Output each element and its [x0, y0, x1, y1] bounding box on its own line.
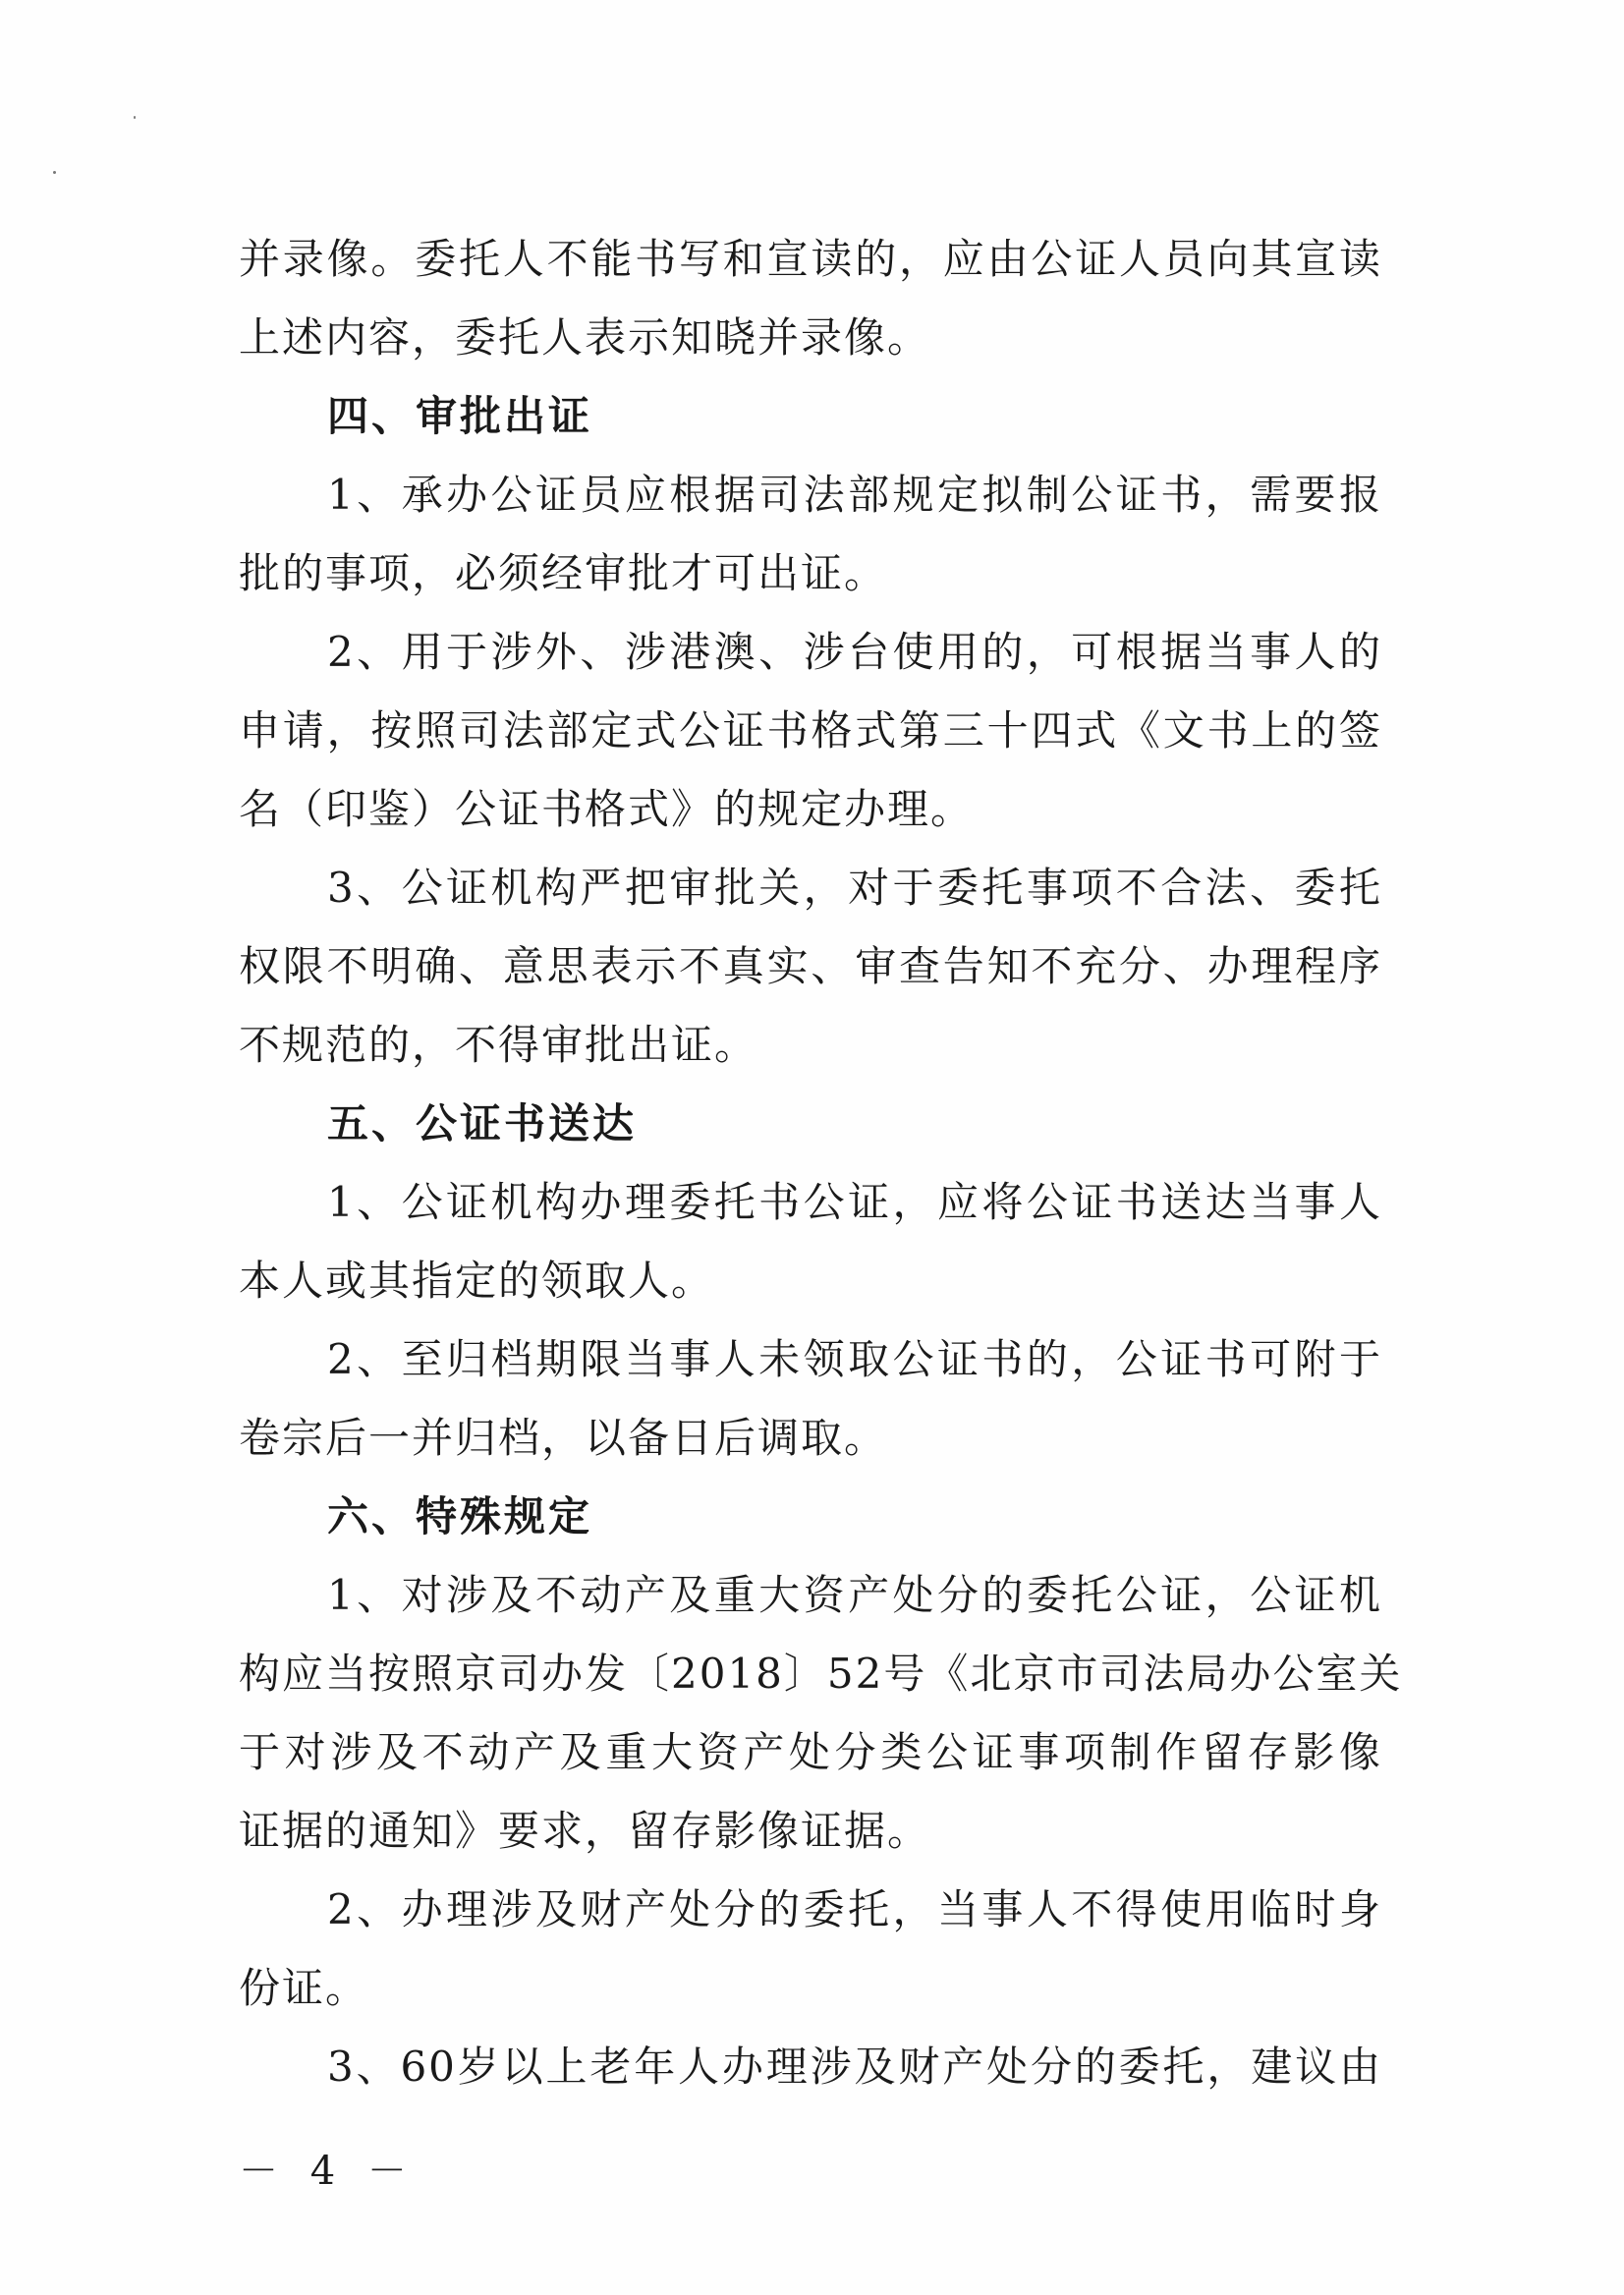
paragraph-line: 证据的通知》要求，留存影像证据。	[239, 1807, 931, 1855]
paragraph-line: 于对涉及不动产及重大资产处分类公证事项制作留存影像	[239, 1728, 1382, 1776]
paragraph-line: 上述内容，委托人表示知晓并录像。	[239, 313, 931, 362]
paragraph-line: 3、公证机构严把审批关，对于委托事项不合法、委托	[327, 864, 1382, 912]
paragraph-line: 2、至归档期限当事人未领取公证书的，公证书可附于	[327, 1335, 1382, 1383]
section-heading: 五、公证书送达	[327, 1099, 638, 1148]
paragraph-line: 1、公证机构办理委托书公证，应将公证书送达当事人	[327, 1178, 1382, 1226]
paragraph-line: 申请，按照司法部定式公证书格式第三十四式《文书上的签	[239, 706, 1382, 755]
section-heading: 四、审批出证	[327, 392, 593, 440]
paragraph-line: 1、承办公证员应根据司法部规定拟制公证书，需要报	[327, 471, 1382, 519]
paragraph-line: 2、办理涉及财产处分的委托，当事人不得使用临时身	[327, 1885, 1382, 1933]
paragraph-line: 本人或其指定的领取人。	[239, 1257, 715, 1305]
scan-speck	[53, 171, 56, 174]
paragraph-line: 份证。	[239, 1964, 369, 2012]
document-body	[239, 222, 1403, 2108]
paragraph-line: 卷宗后一并归档，以备日后调取。	[239, 1414, 888, 1462]
page-number: － 4 －	[239, 2149, 417, 2194]
paragraph-line: 1、对涉及不动产及重大资产处分的委托公证，公证机	[327, 1571, 1382, 1619]
paragraph-line: 不规范的，不得审批出证。	[239, 1021, 758, 1069]
paragraph-line: 名（印鉴）公证书格式》的规定办理。	[239, 785, 975, 833]
scan-speck	[134, 116, 136, 119]
paragraph-line: 并录像。委托人不能书写和宣读的，应由公证人员向其宣读	[239, 235, 1382, 283]
section-heading: 六、特殊规定	[327, 1492, 593, 1540]
paragraph-line: 3、60岁以上老年人办理涉及财产处分的委托，建议由	[327, 2043, 1382, 2091]
paragraph-line: 2、用于涉外、涉港澳、涉台使用的，可根据当事人的	[327, 628, 1382, 676]
paragraph-line: 权限不明确、意思表示不真实、审查告知不充分、办理程序	[239, 942, 1382, 990]
paragraph-line: 构应当按照京司办发〔2018〕52号《北京市司法局办公室关	[239, 1650, 1403, 1698]
paragraph-line: 批的事项，必须经审批才可出证。	[239, 549, 888, 597]
